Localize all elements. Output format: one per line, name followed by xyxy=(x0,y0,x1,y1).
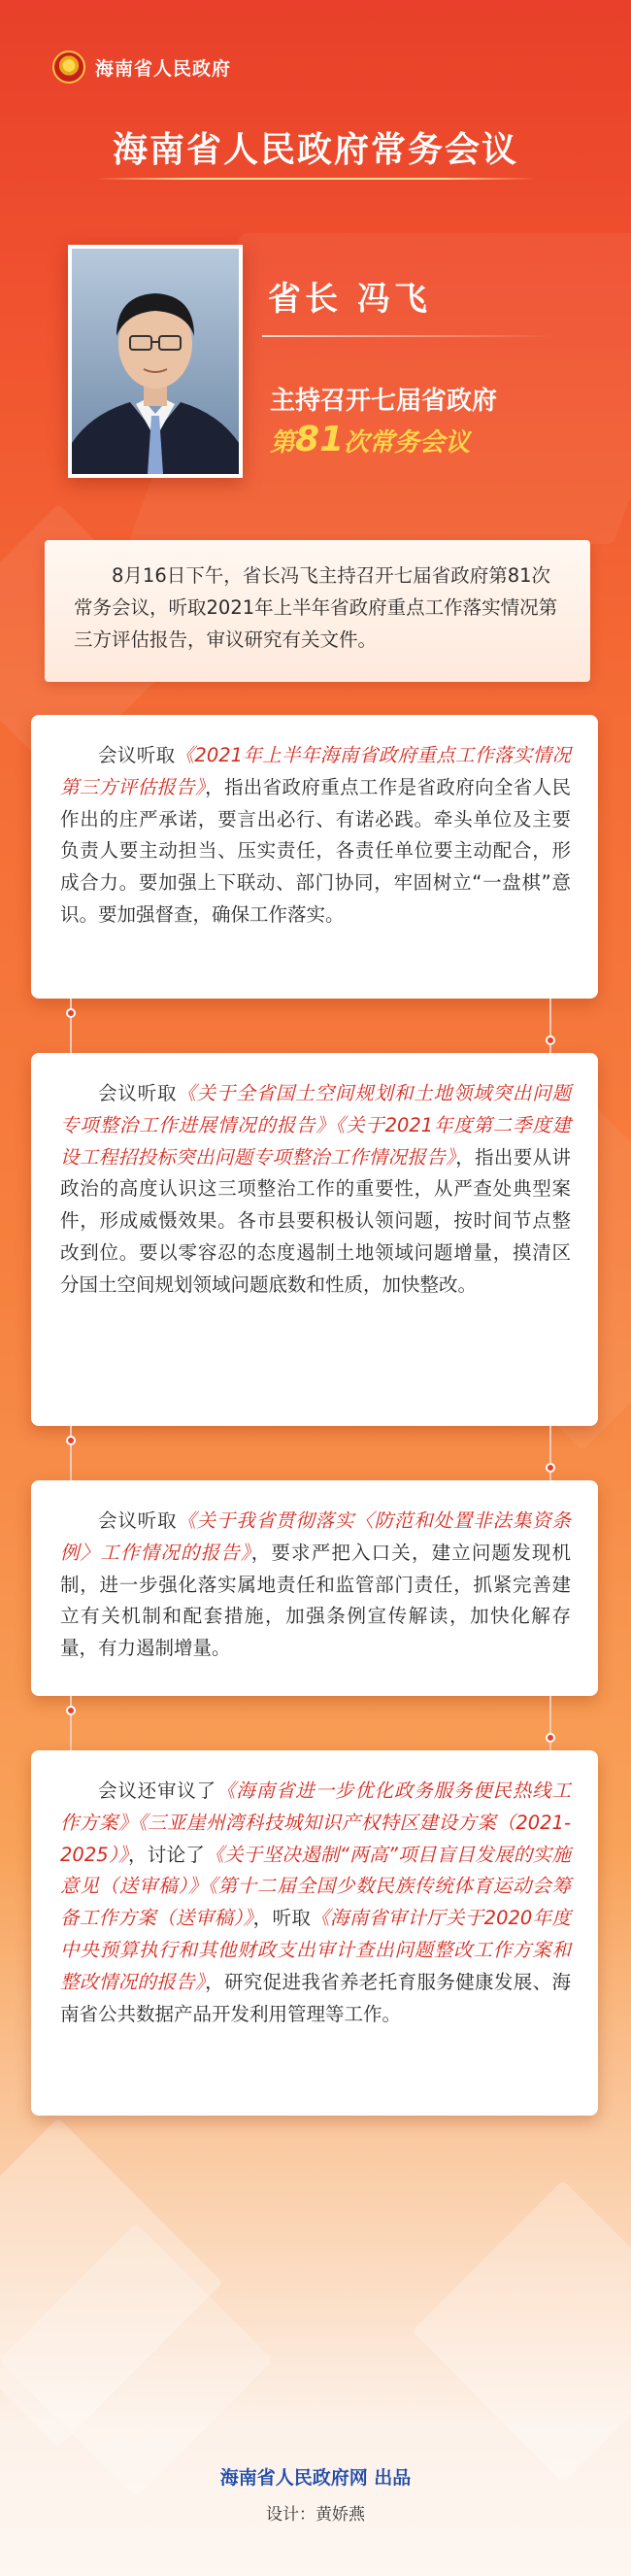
session-prefix: 第 xyxy=(270,428,296,458)
section-card-3 xyxy=(31,1480,598,1696)
national-emblem-icon xyxy=(52,51,85,84)
section-lead: 会议还审议了 xyxy=(98,1779,216,1802)
connector-dot xyxy=(66,1008,76,1018)
section-text xyxy=(60,1776,571,2030)
connector-dot xyxy=(66,1436,76,1445)
leader-portrait xyxy=(68,245,243,478)
section-card-2 xyxy=(31,1053,598,1426)
document-title: 《海南省审计厅关于2020年度中央预算执行和其他财政支出审计查出问题整改工作方案和整改情况的报告》 xyxy=(60,1907,571,1993)
session-text xyxy=(270,420,470,459)
org-name: 海南省人民政府 xyxy=(95,57,232,80)
leader-title: 省长 冯飞 xyxy=(268,280,431,319)
host-text: 主持召开七届省政府 xyxy=(270,387,498,416)
page-title: 海南省人民政府常务会议 xyxy=(112,130,518,170)
connector-dot xyxy=(546,1035,555,1045)
section-body: ，指出省政府重点工作是省政府向全省人民作出的庄严承诺，要言出必行、有诺必践。牵头单位及主要负责人要主动担当、压实责任，各责任单位要主动配合，形成合力。要加强上下联动、部门协同，牢固树立“一盘棋”意识。要加强督查，确保工作落实。 xyxy=(60,775,571,926)
session-suffix: 次常务会议 xyxy=(344,428,471,458)
section-text xyxy=(60,740,571,932)
section-lead: 会议听取 xyxy=(98,1082,178,1104)
decorative-block xyxy=(412,2180,631,2482)
connector-line xyxy=(70,1696,72,1750)
footer-publisher: 海南省人民政府网 出品 xyxy=(219,2467,412,2489)
footer-designer: 设计：黄娇燕 xyxy=(266,2505,365,2525)
section-lead: 会议听取 xyxy=(98,744,176,766)
section-lead: 会议听取 xyxy=(98,1509,178,1532)
section-text xyxy=(60,1078,571,1302)
section-body: ，研究促进我省养老托育服务健康发展、海南省公共数据产品开发利用管理等工作。 xyxy=(60,1970,571,2025)
connector-dot xyxy=(546,1733,555,1743)
document-title: 《关于我省贯彻落实〈防范和处置非法集资条例〉工作情况的报告》 xyxy=(60,1509,571,1564)
connector-line xyxy=(70,1426,72,1480)
leader-divider xyxy=(262,335,553,337)
section-body: ，听取 xyxy=(252,1907,312,1930)
document-title: 《2021年上半年海南省政府重点工作落实情况第三方评估报告》 xyxy=(60,744,571,798)
summary-text: 8月16日下午，省长冯飞主持召开七届省政府第81次常务会议，听取2021年上半年省政府重点工作落实情况第三方评估报告，审议研究有关文件。 xyxy=(74,564,558,651)
section-body: ，要求严把入口关，建立问题发现机制，进一步强化落实属地责任和监管部门责任，抓紧完善建立有关机制和配套措施，加强条例宣传解读，加快化解存量，有力遏制增量。 xyxy=(60,1541,571,1660)
title-underline xyxy=(95,178,536,180)
portrait-image xyxy=(72,249,239,474)
section-body: ，指出要从讲政治的高度认识这三项整治工作的重要性，从严查处典型案件，形成威慑效果。各市县要积极认领问题，按时间节点整改到位。要以零容忍的态度遏制土地领域问题增量，摸清区分国土空间规划领域问题底数和性质，加快整改。 xyxy=(60,1145,571,1296)
document-title: 《关于坚决遏制“两高”项目盲目发展的实施意见（送审稿）》《第十二届全国少数民族传统体育运动会筹备工作方案（送审稿）》 xyxy=(60,1843,571,1930)
section-card-1 xyxy=(31,715,598,999)
connector-line xyxy=(70,999,72,1053)
connector-dot xyxy=(66,1706,76,1715)
section-card-4 xyxy=(31,1750,598,2116)
section-text xyxy=(60,1506,571,1665)
document-title: 《海南省进一步优化政务服务便民热线工作方案》《三亚崖州湾科技城知识产权特区建设方案（2021-2025）》 xyxy=(60,1779,571,1866)
session-number: 81 xyxy=(295,420,345,459)
document-title: 《关于全省国土空间规划和土地领域突出问题专项整治工作进展情况的报告》《关于2021年度第二季度建设工程招投标突出问题专项整治工作情况报告》 xyxy=(60,1082,571,1169)
section-body: ，讨论了 xyxy=(128,1843,206,1866)
connector-dot xyxy=(546,1463,555,1473)
org-logo-row xyxy=(52,51,231,84)
summary-box xyxy=(45,540,590,682)
